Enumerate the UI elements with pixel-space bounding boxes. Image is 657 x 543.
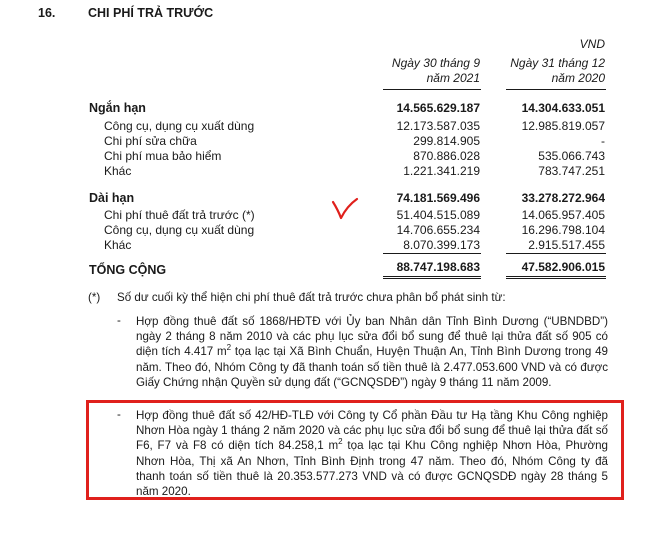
note-title: CHI PHÍ TRẢ TRƯỚC bbox=[88, 6, 214, 20]
bullet-dash: - bbox=[117, 408, 121, 421]
row-value-col1: 8.070.399.173 bbox=[403, 238, 480, 252]
row-value-col2: 2.915.517.455 bbox=[528, 238, 605, 252]
row-value-col2: 783.747.251 bbox=[538, 164, 605, 178]
subtotal-underline-col2 bbox=[506, 253, 606, 254]
total-label: TỔNG CỘNG bbox=[89, 263, 167, 277]
total-underline-col1-b bbox=[383, 278, 481, 279]
long-term-value-col2: 33.278.272.964 bbox=[521, 191, 605, 205]
total-underline-col1-a bbox=[383, 276, 481, 277]
row-label: Chi phí mua bảo hiểm bbox=[104, 149, 222, 163]
footnote-bullet-2: Hợp đồng thuê đất số 42/HĐ-TLĐ với Công ty Cổ phần Đầu tư Hạ tầng Khu Công nghiệp Nhơn Hòa ngày 1 tháng 2 năm 2020 và các phụ lục sửa đổi bổ sung để thuê lại thửa đất số F6, F7 và F8 có diện tích 84.258,1 $m^2$ tọa lạc tại Khu Công nghiệp Nhơn Hòa, Phường Nhơn Hòa, Thị xã An Nhơn, Tỉnh Bình Định trong 47 năm. Theo đó, Nhóm Công ty đã thanh toán số tiền thuê là 20.353.577.273 VND và có được GCNQSDĐ ngày 28 tháng 5 năm 2020. bbox=[136, 409, 608, 499]
row-value-col1: 870.886.028 bbox=[413, 149, 480, 163]
highlight-box bbox=[86, 400, 624, 500]
row-label: Công cụ, dụng cụ xuất dùng bbox=[104, 223, 255, 237]
row-label: Công cụ, dụng cụ xuất dùng bbox=[104, 119, 255, 133]
col2-header-underline bbox=[506, 89, 606, 90]
col2-header-line2: năm 2020 bbox=[551, 71, 605, 85]
bullet-dash: - bbox=[117, 314, 121, 327]
col2-header-line1: Ngày 31 tháng 12 bbox=[510, 56, 605, 70]
row-label: Khác bbox=[104, 164, 132, 178]
row-value-col1: 1.221.341.219 bbox=[403, 164, 480, 178]
row-value-col2: 12.985.819.057 bbox=[521, 119, 605, 133]
row-label: Chi phí thuê đất trả trước (*) bbox=[104, 208, 255, 222]
row-value-col2: 535.066.743 bbox=[538, 149, 605, 163]
col1-header-underline bbox=[383, 89, 481, 90]
row-value-col1: 51.404.515.089 bbox=[396, 208, 480, 222]
total-underline-col2-b bbox=[506, 278, 606, 279]
row-value-col2: - bbox=[601, 134, 605, 148]
col1-header-line1: Ngày 30 tháng 9 bbox=[391, 56, 480, 70]
row-value-col2: 16.296.798.104 bbox=[521, 223, 605, 237]
total-underline-col2-a bbox=[506, 276, 606, 277]
check-mark-icon bbox=[330, 196, 360, 222]
footnote-marker: (*) bbox=[88, 291, 101, 304]
footnote-bullet-1: Hợp đồng thuê đất số 1868/HĐTĐ với Ủy ban Nhân dân Tỉnh Bình Dương (“UBNDBD”) ngày 2 tháng 8 năm 2010 và các phụ lục sửa đổi bổ sung để thuê lại thửa đất số 905 có diện tích 4.417 $m^2$ tọa lạc tại Xã Bình Chuẩn, Huyện Thuận An, Tỉnh Bình Dương trong 49 năm. Theo đó, Nhóm Công ty đã thanh toán số tiền thuê là 2.477.053.600 VND và có được Giấy Chứng nhận Quyền sử dụng đất (“GCNQSDĐ”) ngày 9 tháng 11 năm 2009. bbox=[136, 315, 608, 389]
currency-label: VND bbox=[579, 37, 605, 51]
short-term-value-col2: 14.304.633.051 bbox=[521, 101, 605, 115]
short-term-label: Ngắn hạn bbox=[89, 101, 146, 115]
row-label: Khác bbox=[104, 238, 132, 252]
row-value-col1: 299.814.905 bbox=[413, 134, 480, 148]
row-value-col1: 12.173.587.035 bbox=[396, 119, 480, 133]
col1-header-line2: năm 2021 bbox=[426, 71, 480, 85]
row-value-col2: 14.065.957.405 bbox=[521, 208, 605, 222]
subtotal-underline-col1 bbox=[383, 253, 481, 254]
long-term-label: Dài hạn bbox=[89, 191, 135, 205]
note-number: 16. bbox=[38, 6, 56, 20]
row-label: Chi phí sửa chữa bbox=[104, 134, 197, 148]
long-term-value-col1: 74.181.569.496 bbox=[396, 191, 480, 205]
total-value-col2: 47.582.906.015 bbox=[521, 260, 605, 274]
row-value-col1: 14.706.655.234 bbox=[396, 223, 480, 237]
short-term-value-col1: 14.565.629.187 bbox=[396, 101, 480, 115]
footnote-text: Số dư cuối kỳ thể hiện chi phí thuê đất trả trước chưa phân bổ phát sinh từ: bbox=[117, 291, 506, 304]
total-value-col1: 88.747.198.683 bbox=[396, 260, 480, 274]
